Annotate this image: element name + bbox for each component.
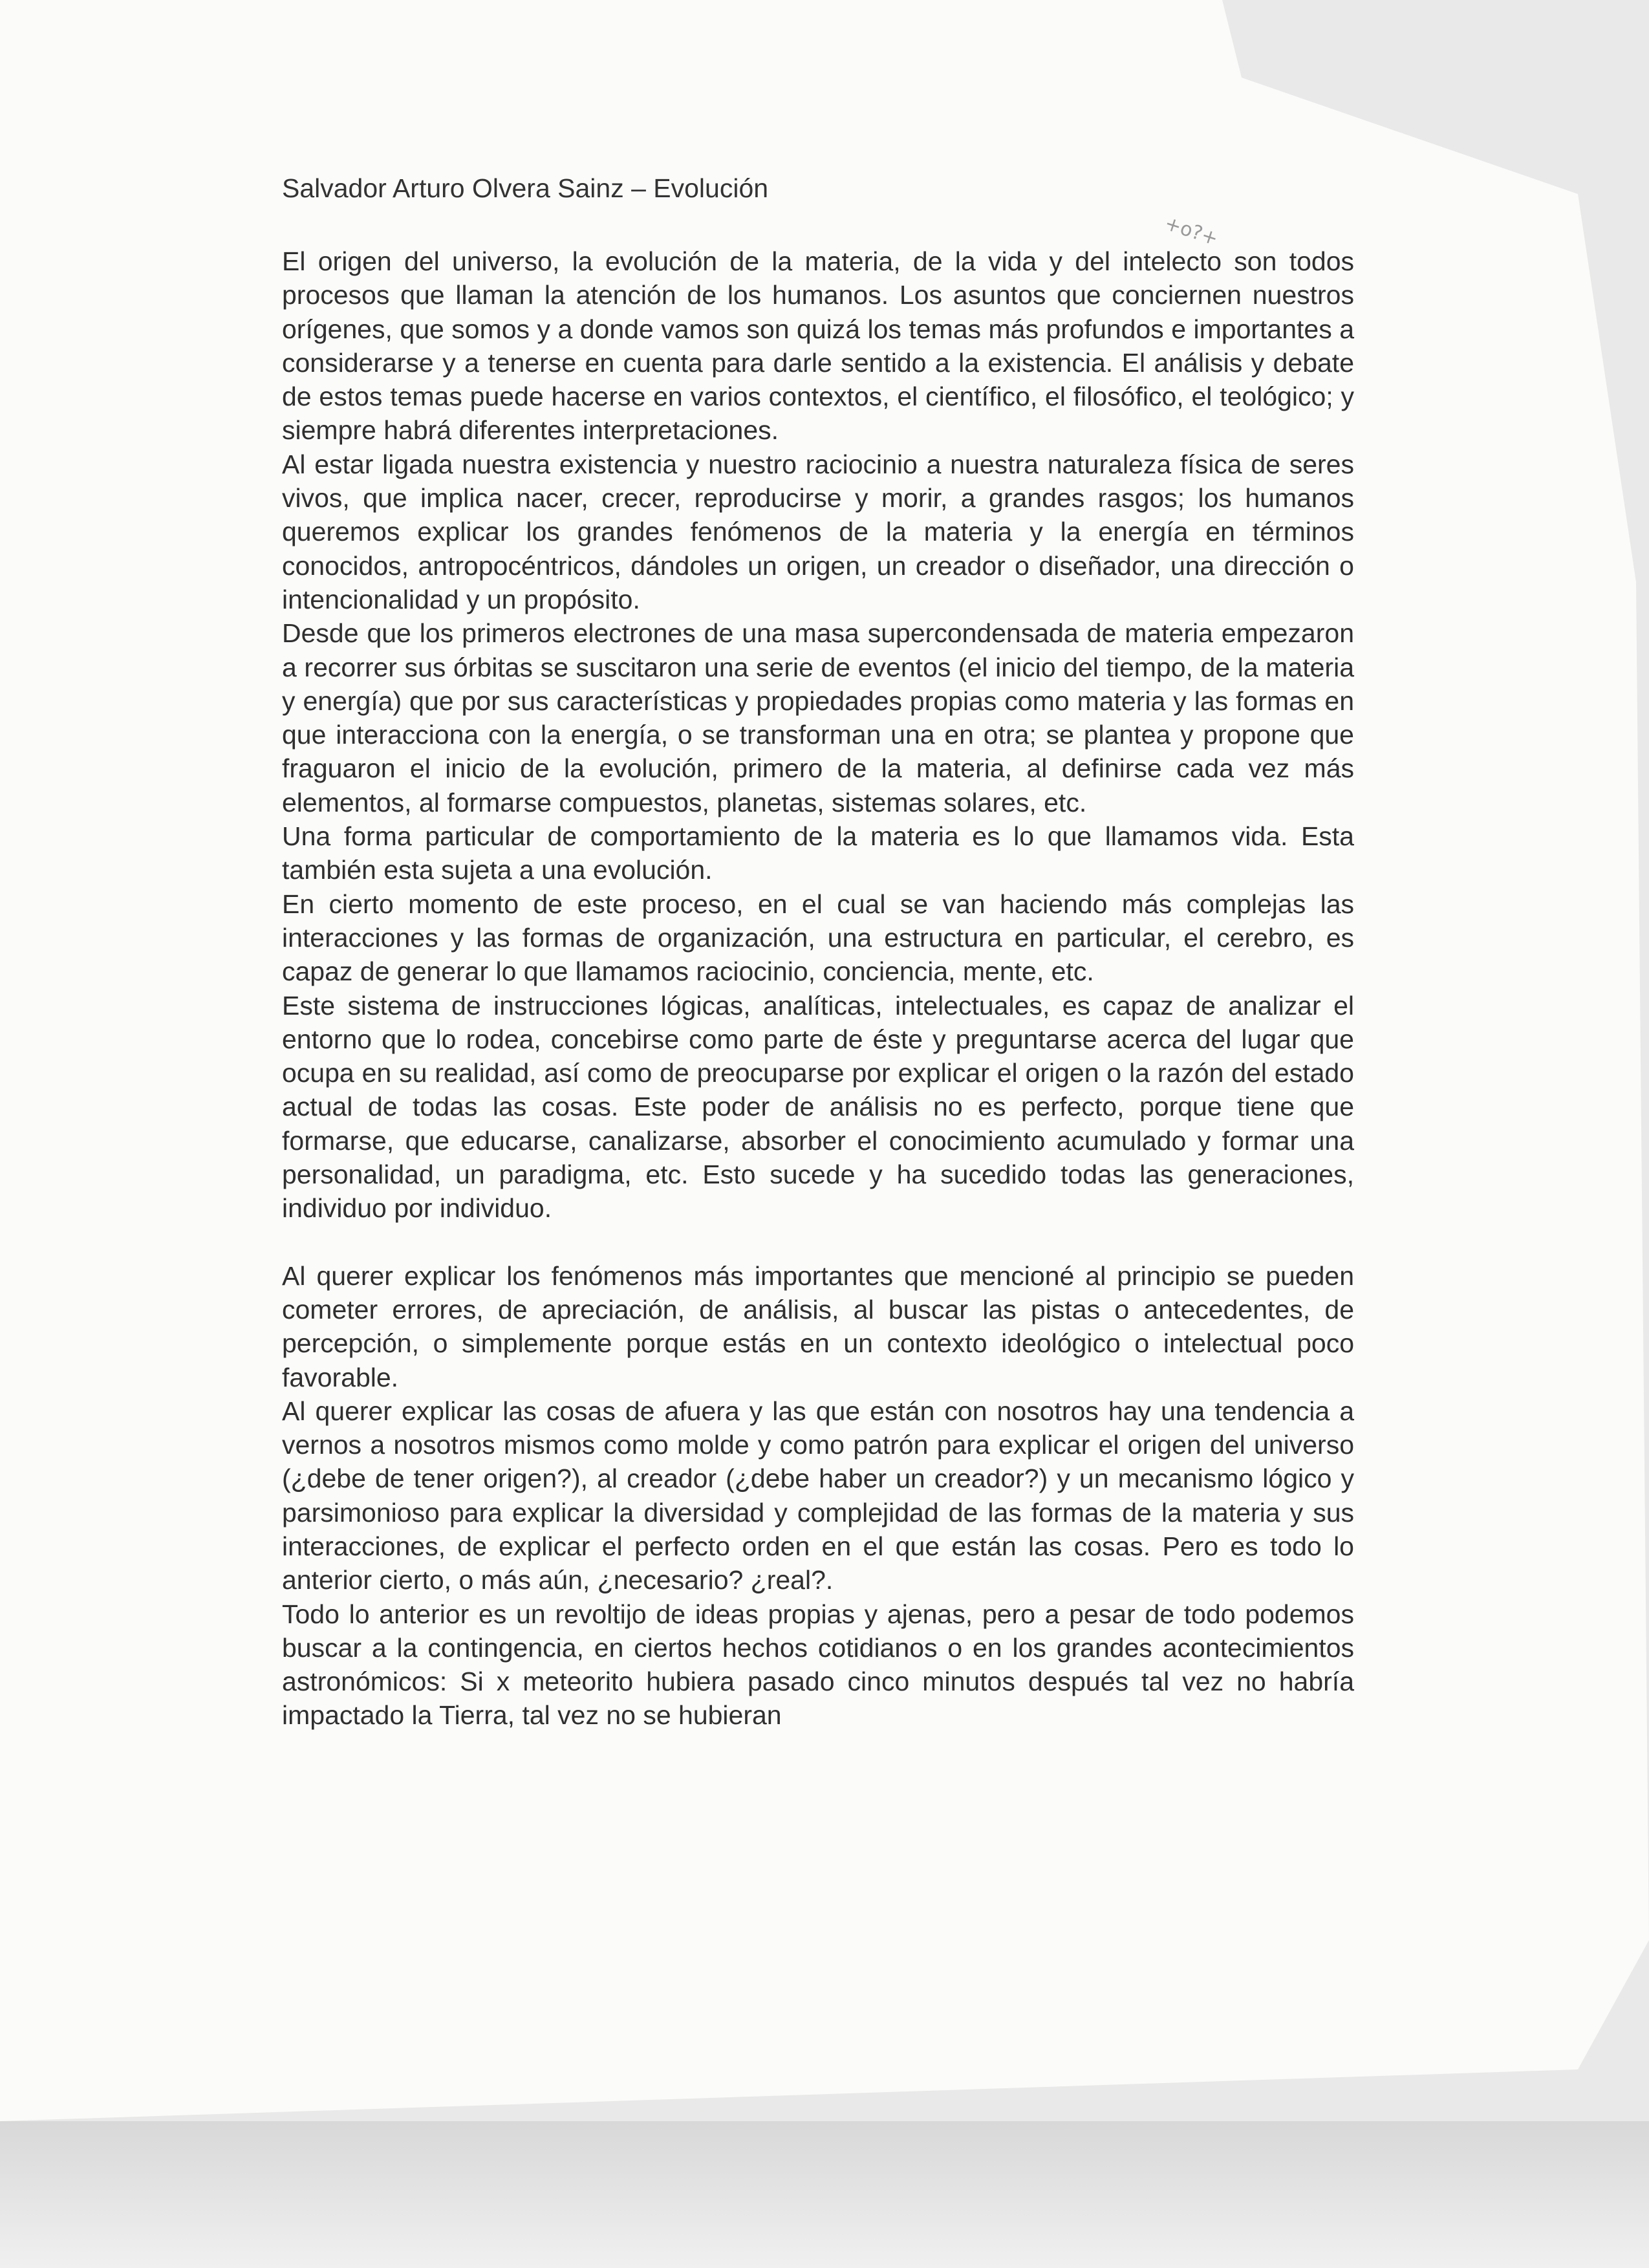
paragraph: Desde que los primeros electrones de una masa supercondensada de materia empezaron a recorrer sus órbitas se suscitaron una serie de eventos (el inicio del tiempo, de la materia y energía) que por sus características y propiedades propias como materia y las formas en que interacciona con la energía, o se transforman una en otra; se plantea y propone que fraguaron el inicio de la evolución, primero de la materia, al definirse cada vez más elementos, al formarse compuestos, planetas, sistemas solares, etc. [282, 618, 1354, 817]
paragraph: Al estar ligada nuestra existencia y nuestro raciocinio a nuestra naturaleza física de seres vivos, que implica nacer, crecer, reproducirse y morir, a grandes rasgos; los humanos queremos explicar los grandes fenómenos de la materia y la energía en términos conocidos, antropocéntricos, dándoles un origen, un creador o diseñador, una dirección o intencionalidad y un propósito. [282, 449, 1354, 614]
paragraph: Al querer explicar los fenómenos más importantes que mencioné al principio se pueden cometer errores, de apreciación, de análisis, al buscar las pistas o antecedentes, de percepción, o simplemente porque estás en un contexto ideológico o intelectual poco favorable. [282, 1260, 1354, 1392]
scanner-bed-margin [0, 2121, 1649, 2268]
document-title: Salvador Arturo Olvera Sainz – Evolución [282, 173, 769, 203]
paragraph: El origen del universo, la evolución de la materia, de la vida y del intelecto son todos procesos que llaman la atención de los humanos. Los asuntos que conciernen nuestros orígenes, que somos y a donde vamos son quizá los temas más profundos e importantes a considerarse y a tenerse en cuenta para darle sentido a la existencia. El análisis y debate de estos temas puede hacerse en varios contextos, el científico, el filosófico, el teológico; y siempre habrá diferentes interpretaciones. [282, 246, 1354, 446]
paragraph: En cierto momento de este proceso, en el cual se van haciendo más complejas las interacciones y las formas de organización, una estructura en particular, el cerebro, es capaz de generar lo que llamamos raciocinio, conciencia, mente, etc. [282, 889, 1354, 987]
paragraph: Una forma particular de comportamiento de la materia es lo que llamamos vida. Esta también esta sujeta a una evolución. [282, 821, 1354, 885]
paragraph: Al querer explicar las cosas de afuera y las que están con nosotros hay una tendencia a vernos a nosotros mismos como molde y como patrón para explicar el origen del universo (¿debe de tener origen?), al creador (¿debe haber un creador?) y un mecanismo lógico y parsimonioso para explicar la diversidad y complejidad de las formas de la materia y sus interacciones, de explicar el perfecto orden en el que están las cosas. Pero es todo lo anterior cierto, o más aún, ¿necesario? ¿real?. [282, 1396, 1354, 1595]
handwritten-note: +o?+ [1161, 211, 1221, 251]
paragraph: Todo lo anterior es un revoltijo de ideas propias y ajenas, pero a pesar de todo podemos buscar a la contingencia, en ciertos hechos cotidianos o en los grandes acontecimientos astronómicos: Si x meteorito hubiera pasado cinco minutos después tal vez no habría impactado la Tierra, tal vez no se hubieran [282, 1599, 1354, 1731]
paragraph: Este sistema de instrucciones lógicas, analíticas, intelectuales, es capaz de analizar el entorno que lo rodea, concebirse como parte de éste y preguntarse acerca del lugar que ocupa en su realidad, así como de preocuparse por explicar el origen o la razón del estado actual de todas las cosas. Este poder de análisis no es perfecto, porque tiene que formarse, que educarse, canalizarse, absorber el conocimiento acumulado y formar una personalidad, un paradigma, etc. Esto sucede y ha sucedido todas las generaciones, individuo por individuo. [282, 990, 1354, 1224]
document-body [282, 244, 1354, 1733]
